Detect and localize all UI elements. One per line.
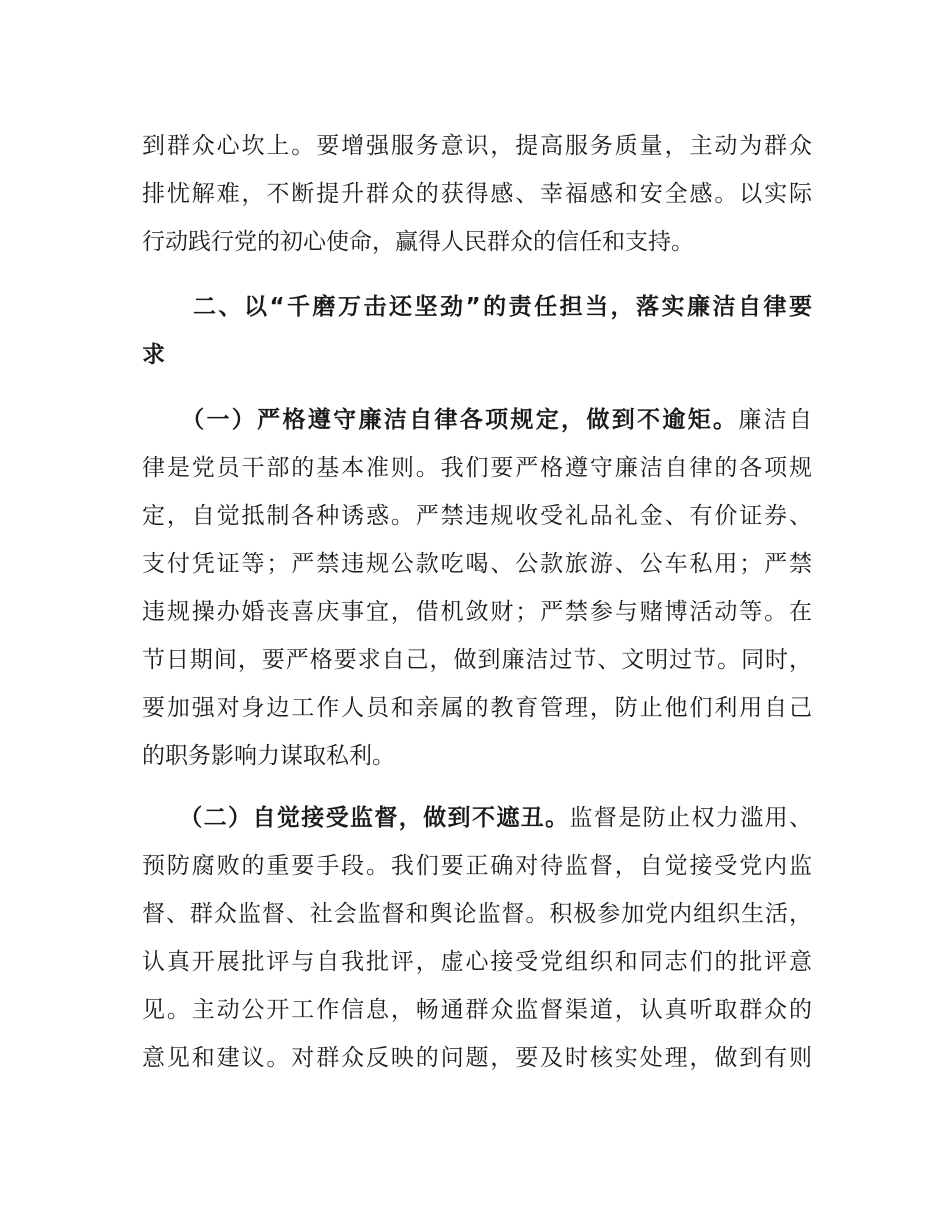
subheading: （二）自觉接受监督，做到不遮丑。 (142, 805, 570, 831)
document-body (142, 122, 812, 1082)
text-line: 见。主动公开工作信息，畅通群众监督渠道，认真听取群众的 (142, 997, 812, 1023)
text-line: 预防腐败的重要手段。我们要正确对待监督，自觉接受党内监 (142, 853, 812, 879)
text-line: 行动践行党的初心使命，赢得人民群众的信任和支持。 (142, 229, 694, 255)
text-line (142, 396, 812, 444)
text-line (142, 794, 812, 842)
paragraph-supervision (142, 794, 812, 1082)
heading-line: 二、以“千磨万击还坚劲”的责任担当，落实廉洁自律要 (142, 294, 812, 320)
text-line: 支付凭证等；严禁违规公款吃喝、公款旅游、公车私用；严禁 (142, 551, 812, 577)
paragraph-service (142, 122, 812, 266)
section-heading (142, 283, 812, 379)
text-line: 定，自觉抵制各种诱惑。严禁违规收受礼品礼金、有价证券、 (142, 503, 812, 529)
subheading: （一）严格遵守廉洁自律各项规定，做到不逾矩。 (142, 407, 739, 433)
text-line: 节日期间，要严格要求自己，做到廉洁过节、文明过节。同时， (142, 647, 812, 673)
text-line: 律是党员干部的基本准则。我们要严格遵守廉洁自律的各项规 (142, 455, 812, 481)
heading-line: 求 (142, 342, 165, 368)
text-line: 到群众心坎上。要增强服务意识，提高服务质量，主动为群众 (142, 133, 812, 159)
text-run: 监督是防止权力滥用、 (569, 805, 813, 831)
text-line: 的职务影响力谋取私利。 (142, 743, 395, 769)
text-line: 要加强对身边工作人员和亲属的教育管理，防止他们利用自己 (142, 695, 812, 721)
text-line: 排忧解难，不断提升群众的获得感、幸福感和安全感。以实际 (142, 181, 812, 207)
text-line: 违规操办婚丧喜庆事宜，借机敛财；严禁参与赌博活动等。在 (142, 599, 812, 625)
text-run: 廉洁自 (738, 407, 813, 433)
text-line: 认真开展批评与自我批评，虚心接受党组织和同志们的批评意 (142, 949, 812, 975)
text-line: 督、群众监督、社会监督和舆论监督。积极参加党内组织生活， (142, 901, 812, 927)
text-line: 意见和建议。对群众反映的问题，要及时核实处理，做到有则 (142, 1045, 812, 1071)
paragraph-self-discipline (142, 396, 812, 780)
